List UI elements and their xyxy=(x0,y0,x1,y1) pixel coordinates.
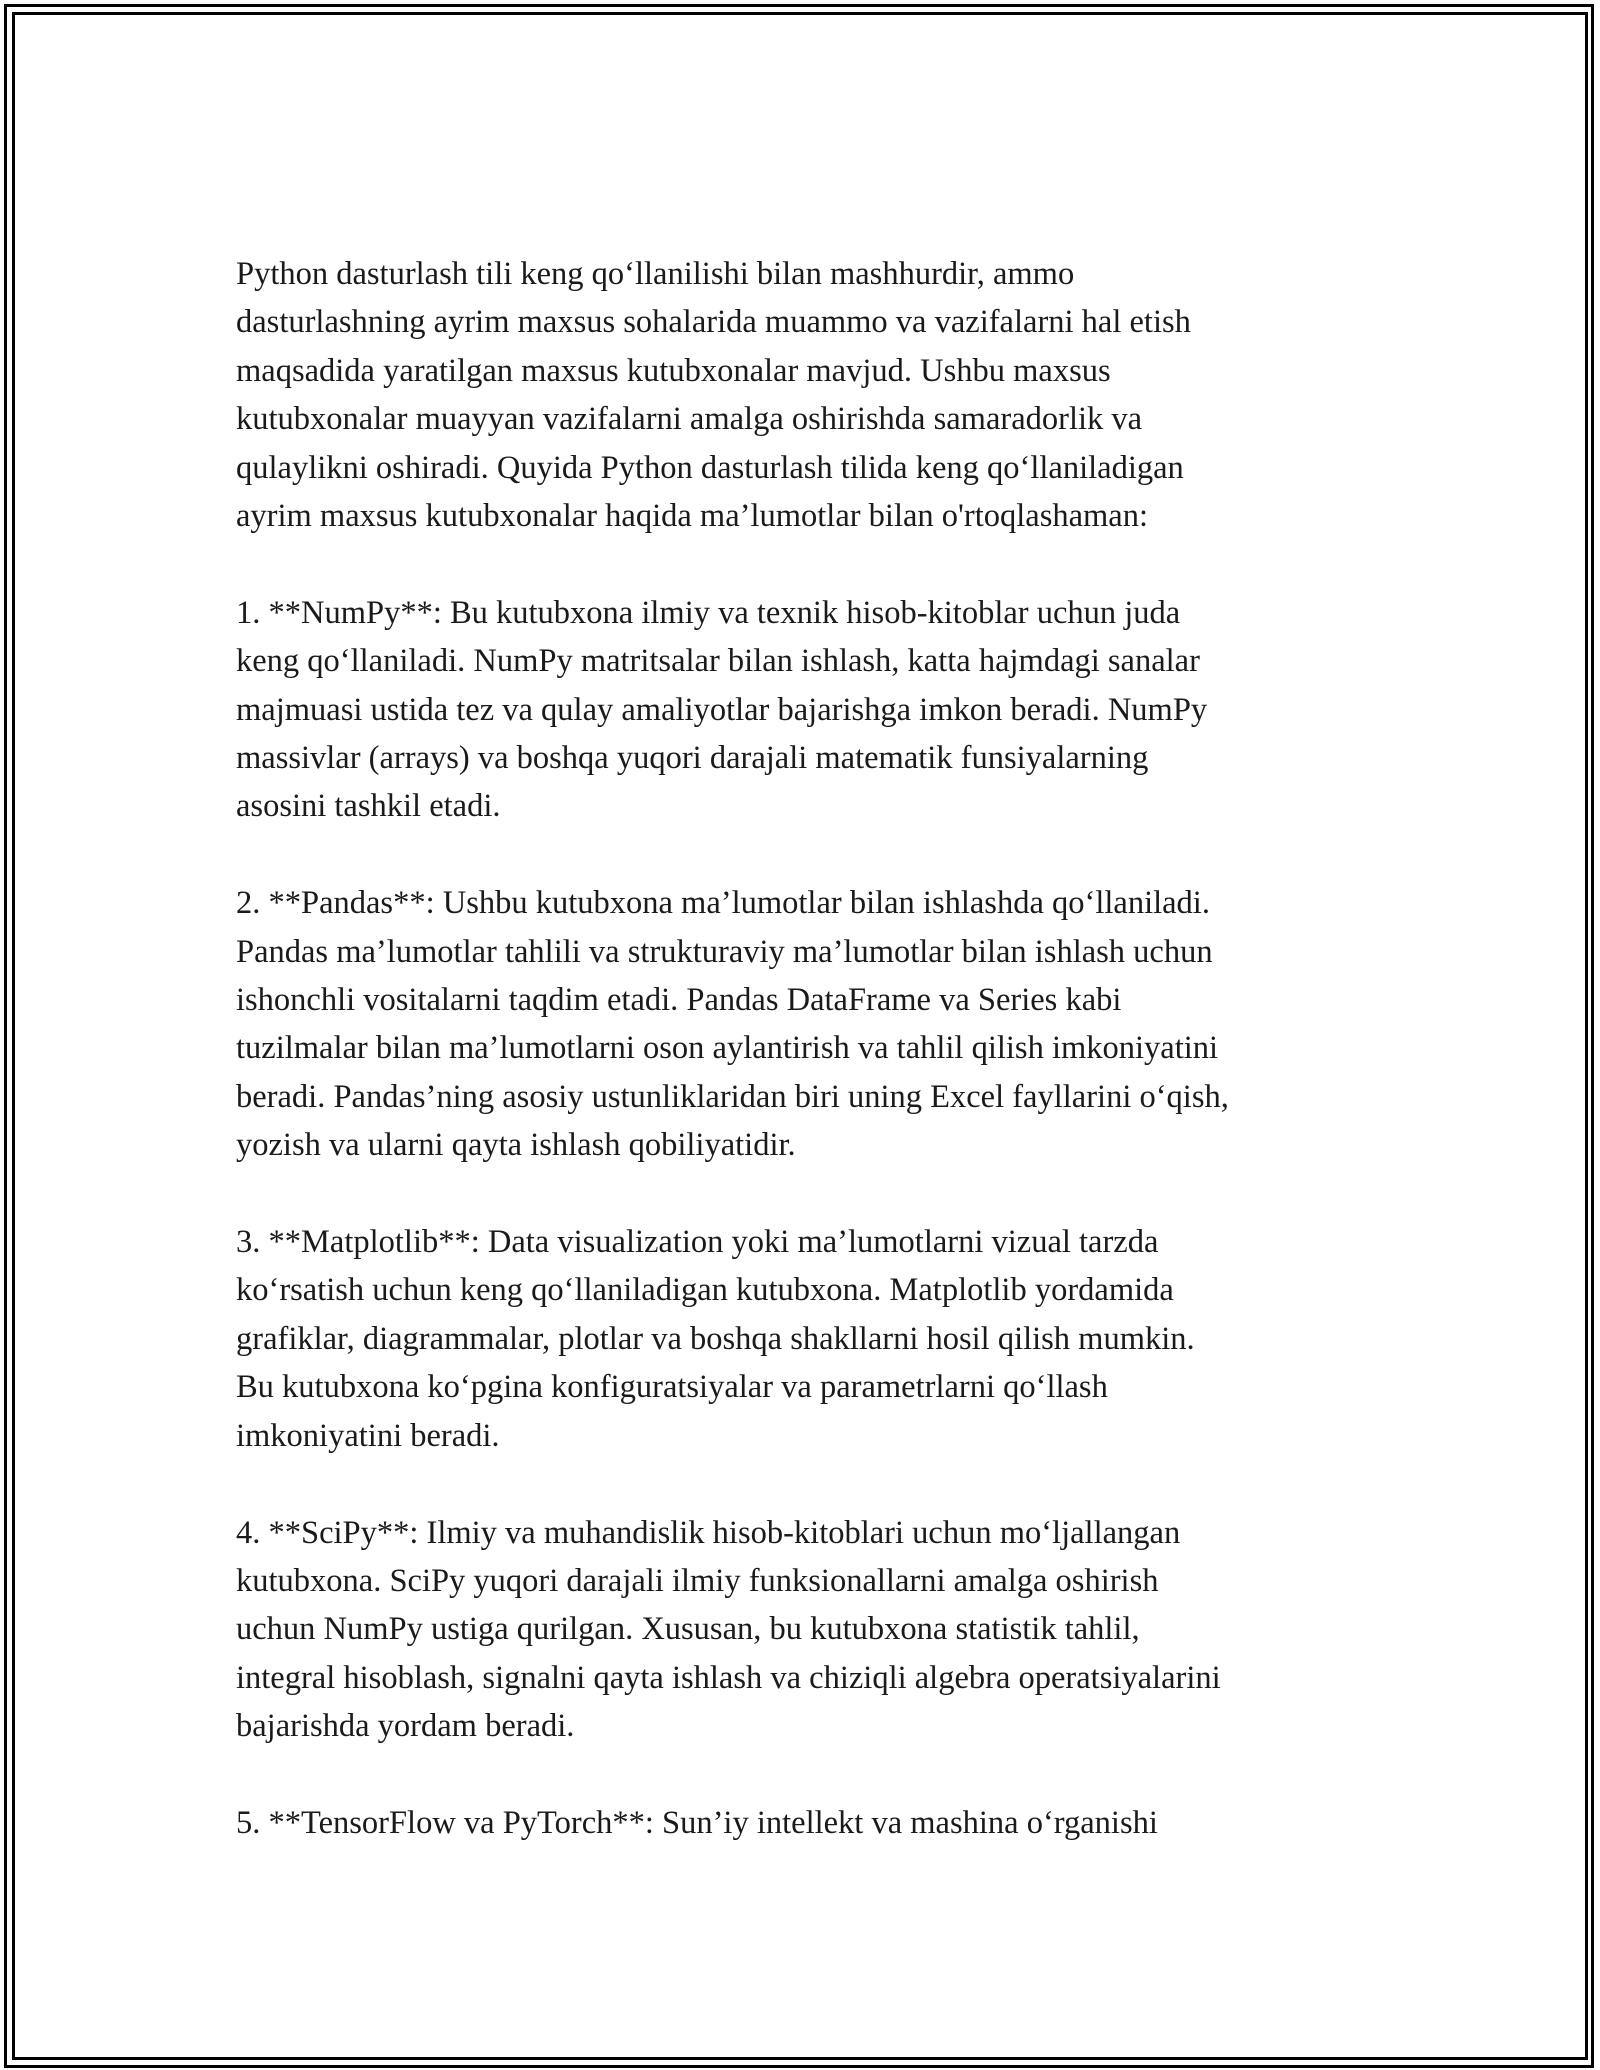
text-line: ayrim maxsus kutubxonalar haqida ma’lumotlar bilan o'rtoqlashaman: xyxy=(236,498,1149,535)
pandas-paragraph xyxy=(236,879,1376,1169)
text-line: imkoniyatini beradi. xyxy=(236,1417,500,1454)
tensorflow-pytorch-paragraph xyxy=(236,1799,1376,1847)
text-line: ko‘rsatish uchun keng qo‘llaniladigan kutubxona. Matplotlib yordamida xyxy=(236,1272,1174,1309)
matplotlib-paragraph xyxy=(236,1218,1376,1460)
text-line: Python dasturlash tili keng qo‘llanilishi bilan mashhurdir, ammo xyxy=(236,256,1075,292)
text-line: 5. **TensorFlow va PyTorch**: Sun’iy intellekt va mashina o‘rganishi xyxy=(236,1804,1158,1841)
numpy-paragraph xyxy=(236,589,1376,831)
text-line: majmuasi ustida tez va qulay amaliyotlar bajarishga imkon beradi. NumPy xyxy=(236,691,1208,728)
text-line: massivlar (arrays) va boshqa yuqori darajali matematik funsiyalarning xyxy=(236,740,1149,777)
text-line: kutubxonalar muayyan vazifalarni amalga oshirishda samaradorlik va xyxy=(236,401,1143,438)
text-line: Bu kutubxona ko‘pgina konfiguratsiyalar va parametrlarni qo‘llash xyxy=(236,1369,1108,1406)
text-line: keng qo‘llaniladi. NumPy matritsalar bilan ishlash, katta hajmdagi sanalar xyxy=(236,643,1200,680)
text-line: Pandas ma’lumotlar tahlili va strukturaviy ma’lumotlar bilan ishlash uchun xyxy=(236,933,1213,970)
text-line: kutubxona. SciPy yuqori darajali ilmiy funksionallarni amalga oshirish xyxy=(236,1562,1159,1599)
text-line: maqsadida yaratilgan maxsus kutubxonalar mavjud. Ushbu maxsus xyxy=(236,352,1111,389)
text-line: integral hisoblash, signalni qayta ishlash va chiziqli algebra operatsiyalarini xyxy=(236,1659,1221,1696)
text-line: tuzilmalar bilan ma’lumotlarni oson aylantirish va tahlil qilish imkoniyatini xyxy=(236,1030,1219,1067)
text-line: 4. **SciPy**: Ilmiy va muhandislik hisob-kitoblari uchun mo‘ljallangan xyxy=(236,1514,1181,1551)
text-line: bajarishda yordam beradi. xyxy=(236,1708,575,1745)
intro-paragraph xyxy=(236,250,1376,540)
text-line: dasturlashning ayrim maxsus sohalarida muammo va vazifalarni hal etish xyxy=(236,304,1191,341)
document-body xyxy=(236,250,1376,1896)
scipy-paragraph xyxy=(236,1509,1376,1751)
text-line: uchun NumPy ustiga qurilgan. Xususan, bu kutubxona statistik tahlil, xyxy=(236,1611,1140,1648)
text-line: yozish va ularni qayta ishlash qobiliyatidir. xyxy=(236,1127,796,1164)
text-line: qulaylikni oshiradi. Quyida Python dasturlash tilida keng qo‘llaniladigan xyxy=(236,449,1184,486)
text-line: ishonchli vositalarni taqdim etadi. Pandas DataFrame va Series kabi xyxy=(236,982,1122,1019)
text-line: 3. **Matplotlib**: Data visualization yoki ma’lumotlarni vizual tarzda xyxy=(236,1224,1159,1261)
text-line: grafiklar, diagrammalar, plotlar va boshqa shakllarni hosil qilish mumkin. xyxy=(236,1320,1195,1357)
text-line: 2. **Pandas**: Ushbu kutubxona ma’lumotlar bilan ishlashda qo‘llaniladi. xyxy=(236,885,1210,922)
text-line: beradi. Pandas’ning asosiy ustunliklaridan biri uning Excel fayllarini o‘qish, xyxy=(236,1078,1229,1115)
text-line: 1. **NumPy**: Bu kutubxona ilmiy va texnik hisob-kitoblar uchun juda xyxy=(236,594,1181,631)
text-line: asosini tashkil etadi. xyxy=(236,788,501,825)
